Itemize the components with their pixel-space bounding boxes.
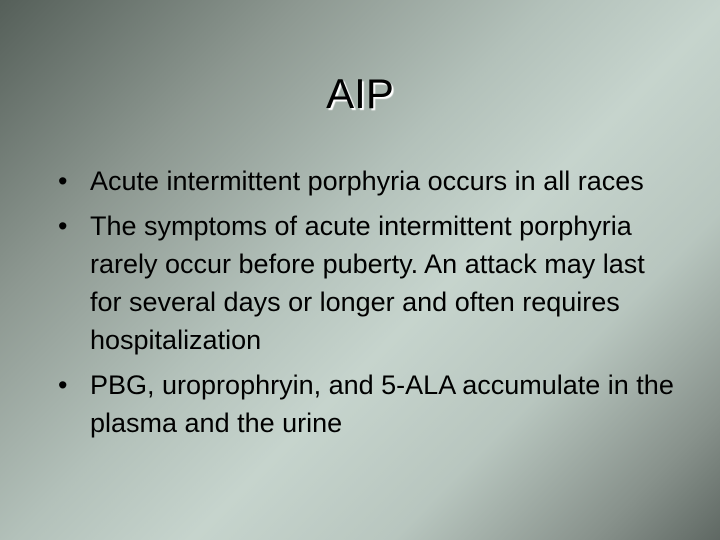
bullet-item (58, 366, 678, 442)
bullet-text: The symptoms of acute intermittent porphyria rarely occur before puberty. An attack may last for several days or longer and often requires hospitalization (90, 211, 645, 355)
bullet-list (58, 162, 678, 449)
bullet-text: Acute intermittent porphyria occurs in all races (90, 166, 644, 196)
bullet-text: PBG, uroprophryin, and 5-ALA accumulate in the plasma and the urine (90, 370, 674, 438)
slide-title: AIP (326, 70, 394, 117)
bullet-icon: • (58, 166, 68, 196)
bullet-icon: • (58, 370, 68, 400)
bullet-item (58, 207, 678, 359)
bullet-icon: • (58, 211, 68, 241)
bullet-item (58, 162, 678, 200)
